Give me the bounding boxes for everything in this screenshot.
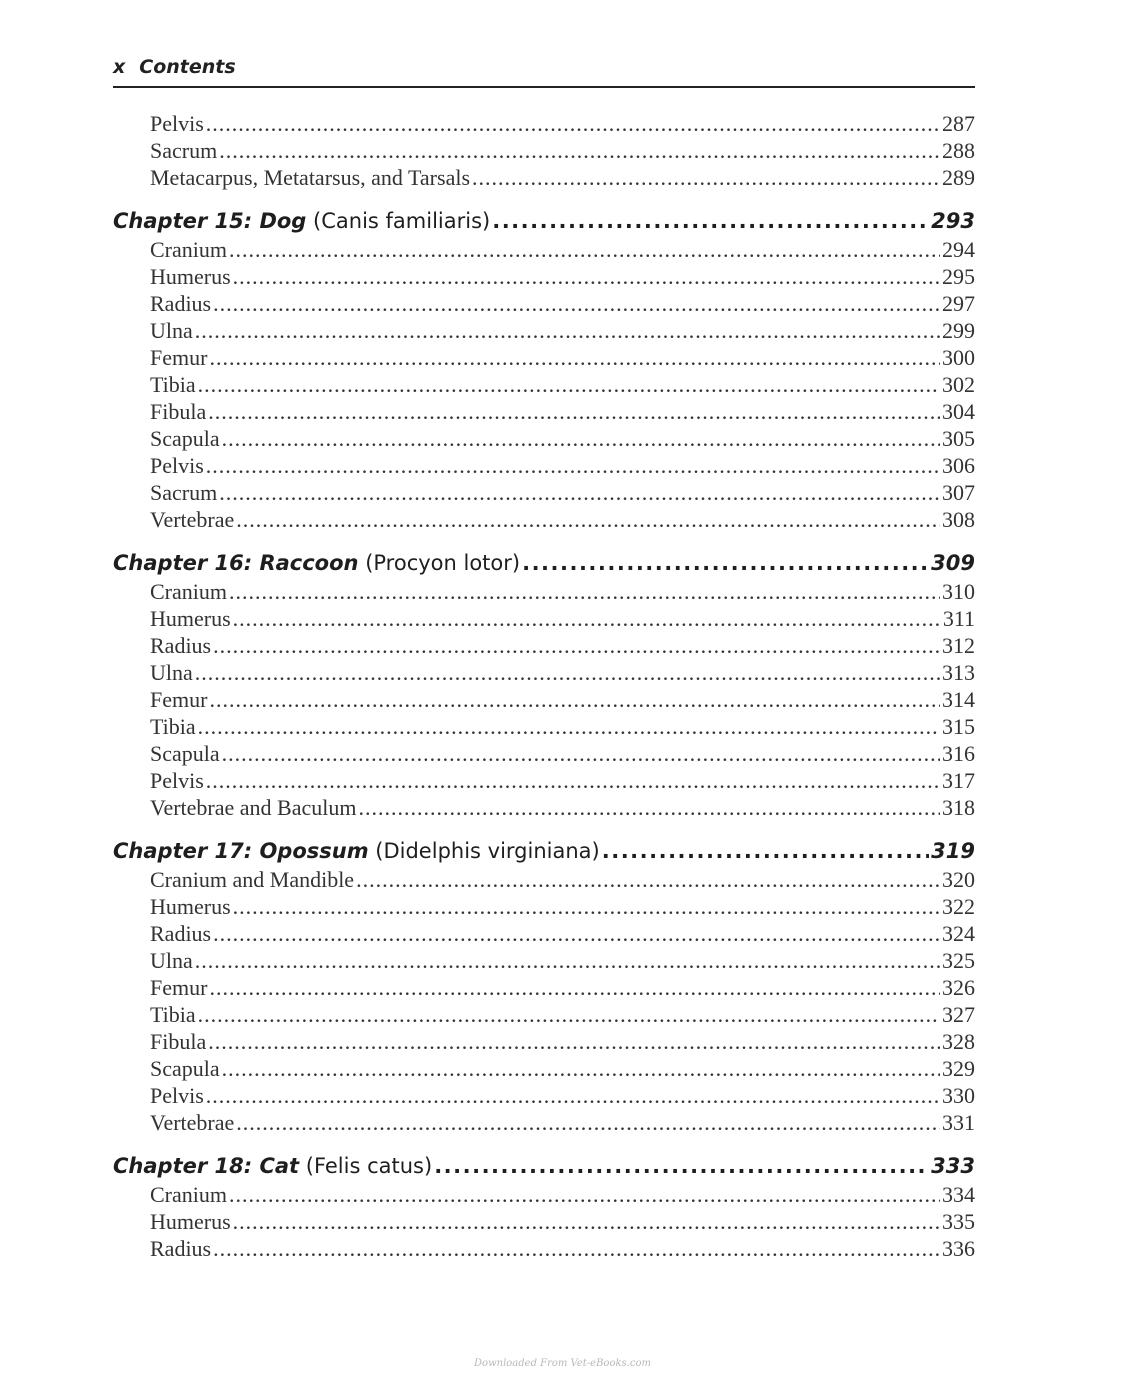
page-number: 314 [942, 687, 975, 712]
entry-label: Femur [150, 687, 208, 712]
toc-chapter-heading [113, 1151, 975, 1181]
scientific-name: (Felis catus) [305, 1154, 433, 1178]
entry-label: Cranium and Mandible [150, 867, 355, 892]
toc-entry [113, 866, 975, 893]
dot-leader [208, 398, 940, 425]
page-number: 306 [942, 453, 975, 478]
page-number: 299 [942, 318, 975, 343]
dot-leader [236, 506, 940, 533]
dot-leader [233, 605, 941, 632]
page-number: 328 [942, 1029, 975, 1054]
page-number: 324 [942, 921, 975, 946]
page-number: 289 [942, 165, 975, 190]
entry-label: Radius [150, 1236, 212, 1261]
entry-label: Pelvis [150, 111, 204, 136]
page-number: 333 [931, 1154, 975, 1178]
entry-label: Scapula [150, 741, 220, 766]
scientific-name: (Canis familiaris) [313, 209, 491, 233]
toc-chapter-heading [113, 836, 975, 866]
entry-label: Sacrum [150, 480, 218, 505]
dot-leader [195, 947, 940, 974]
page-number: 334 [942, 1182, 975, 1207]
dot-leader [198, 371, 940, 398]
toc-entry [113, 605, 975, 632]
toc-entry [113, 479, 975, 506]
entry-label: Cranium [150, 579, 227, 604]
entry-label: Scapula [150, 1056, 220, 1081]
page-number: 305 [942, 426, 975, 451]
toc-entry [113, 452, 975, 479]
chapter-name: Chapter 18: Cat [113, 1154, 300, 1178]
page-number: 331 [942, 1110, 975, 1135]
dot-leader [195, 659, 940, 686]
entry-label: Scapula [150, 426, 220, 451]
page-number: 335 [942, 1209, 975, 1234]
toc-entry [113, 1028, 975, 1055]
dot-leader [198, 713, 940, 740]
entry-label: Vertebrae and Baculum [150, 795, 357, 820]
dot-leader [213, 290, 940, 317]
toc-entry [113, 974, 975, 1001]
dot-leader [472, 164, 940, 191]
toc-entry [113, 659, 975, 686]
page-number: 318 [942, 795, 975, 820]
entry-label: Pelvis [150, 1083, 204, 1108]
toc-chapter-heading [113, 548, 975, 578]
page-number: 330 [942, 1083, 975, 1108]
page-number: 294 [942, 237, 975, 262]
page-number: 310 [942, 579, 975, 604]
dot-leader [229, 1181, 940, 1208]
dot-leader [434, 1151, 929, 1181]
dot-leader [198, 1001, 940, 1028]
toc-entry [113, 236, 975, 263]
entry-label: Femur [150, 345, 208, 370]
entry-label: Vertebrae [150, 507, 235, 532]
entry-label: Fibula [150, 399, 207, 424]
entry-label: Tibia [150, 714, 196, 739]
toc-entry [113, 1208, 975, 1235]
entry-label: Metacarpus, Metatarsus, and Tarsals [150, 165, 471, 190]
dot-leader [222, 1055, 940, 1082]
entry-label: Radius [150, 921, 212, 946]
dot-leader [195, 317, 940, 344]
page-number: 313 [942, 660, 975, 685]
toc-entry [113, 713, 975, 740]
entry-label: Radius [150, 291, 212, 316]
scientific-name: (Didelphis virginiana) [375, 839, 600, 863]
entry-label: Cranium [150, 237, 227, 262]
page-folio: x [113, 56, 126, 78]
page-number: 326 [942, 975, 975, 1000]
toc-entry [113, 290, 975, 317]
table-of-contents [113, 110, 975, 1262]
chapter-title [113, 836, 600, 866]
entry-label: Tibia [150, 1002, 196, 1027]
entry-label: Radius [150, 633, 212, 658]
running-head-title: Contents [139, 56, 236, 78]
entry-label: Humerus [150, 894, 231, 919]
dot-leader [356, 866, 940, 893]
toc-entry [113, 1181, 975, 1208]
page-number: 322 [942, 894, 975, 919]
dot-leader [222, 740, 940, 767]
page-number: 308 [942, 507, 975, 532]
dot-leader [209, 974, 940, 1001]
page-number: 309 [931, 551, 975, 575]
page-number: 302 [942, 372, 975, 397]
dot-leader [358, 794, 940, 821]
toc-entry [113, 920, 975, 947]
toc-entry [113, 632, 975, 659]
toc-entry [113, 740, 975, 767]
page-number: 317 [942, 768, 975, 793]
toc-entry [113, 947, 975, 974]
toc-entry [113, 1055, 975, 1082]
toc-entry [113, 578, 975, 605]
dot-leader [602, 836, 929, 866]
page-number: 316 [942, 741, 975, 766]
entry-label: Ulna [150, 318, 193, 343]
dot-leader [206, 767, 940, 794]
entry-label: Fibula [150, 1029, 207, 1054]
page-number: 312 [942, 633, 975, 658]
page-number: 295 [942, 264, 975, 289]
entry-label: Humerus [150, 264, 231, 289]
toc-entry [113, 398, 975, 425]
entry-label: Pelvis [150, 453, 204, 478]
page-number: 325 [942, 948, 975, 973]
dot-leader [206, 110, 940, 137]
page-number: 287 [942, 111, 975, 136]
dot-leader [522, 548, 929, 578]
entry-label: Cranium [150, 1182, 227, 1207]
entry-label: Ulna [150, 948, 193, 973]
toc-entry [113, 317, 975, 344]
dot-leader [229, 578, 940, 605]
page-number: 300 [942, 345, 975, 370]
dot-leader [213, 1235, 940, 1262]
dot-leader [492, 206, 929, 236]
dot-leader [219, 479, 940, 506]
entry-label: Humerus [150, 606, 231, 631]
download-watermark: Downloaded From Vet-eBooks.com [474, 1358, 651, 1369]
page-number: 336 [942, 1236, 975, 1261]
entry-label: Sacrum [150, 138, 218, 163]
toc-entry [113, 1001, 975, 1028]
dot-leader [233, 263, 940, 290]
toc-entry [113, 1235, 975, 1262]
page-number: 288 [942, 138, 975, 163]
dot-leader [219, 137, 940, 164]
page-number: 315 [942, 714, 975, 739]
running-head [113, 56, 975, 88]
chapter-title [113, 548, 520, 578]
dot-leader [233, 893, 940, 920]
page-number: 293 [931, 209, 975, 233]
entry-label: Pelvis [150, 768, 204, 793]
entry-label: Vertebrae [150, 1110, 235, 1135]
toc-entry [113, 506, 975, 533]
page-number: 307 [942, 480, 975, 505]
entry-label: Humerus [150, 1209, 231, 1234]
dot-leader [222, 425, 940, 452]
toc-entry [113, 425, 975, 452]
toc-entry [113, 344, 975, 371]
dot-leader [236, 1109, 940, 1136]
dot-leader [213, 920, 940, 947]
page-number: 311 [942, 606, 975, 631]
dot-leader [206, 1082, 940, 1109]
page-number: 327 [942, 1002, 975, 1027]
entry-label: Ulna [150, 660, 193, 685]
toc-entry [113, 110, 975, 137]
toc-entry [113, 263, 975, 290]
toc-entry [113, 1109, 975, 1136]
chapter-title [113, 1151, 432, 1181]
toc-entry [113, 1082, 975, 1109]
toc-entry [113, 893, 975, 920]
dot-leader [213, 632, 940, 659]
dot-leader [229, 236, 940, 263]
toc-entry [113, 137, 975, 164]
entry-label: Tibia [150, 372, 196, 397]
page-number: 319 [931, 839, 975, 863]
toc-entry [113, 767, 975, 794]
dot-leader [233, 1208, 940, 1235]
chapter-name: Chapter 17: Opossum [113, 839, 369, 863]
page-number: 297 [942, 291, 975, 316]
scientific-name: (Procyon lotor) [365, 551, 521, 575]
page-number: 304 [942, 399, 975, 424]
dot-leader [209, 344, 940, 371]
toc-entry [113, 686, 975, 713]
page-number: 329 [942, 1056, 975, 1081]
toc-entry [113, 794, 975, 821]
chapter-title [113, 206, 490, 236]
toc-entry [113, 164, 975, 191]
dot-leader [209, 686, 940, 713]
entry-label: Femur [150, 975, 208, 1000]
page-number: 320 [942, 867, 975, 892]
chapter-name: Chapter 16: Raccoon [113, 551, 359, 575]
dot-leader [206, 452, 940, 479]
dot-leader [208, 1028, 940, 1055]
toc-entry [113, 371, 975, 398]
toc-chapter-heading [113, 206, 975, 236]
chapter-name: Chapter 15: Dog [113, 209, 307, 233]
